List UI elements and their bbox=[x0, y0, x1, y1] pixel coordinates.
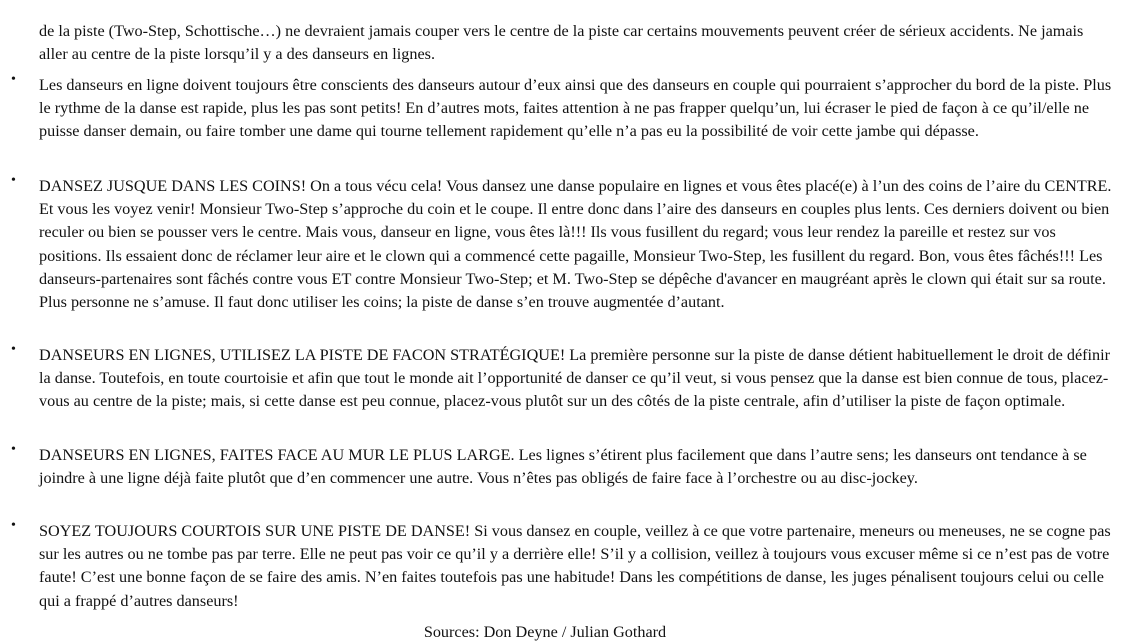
bullet-item-wall: DANSEURS EN LIGNES, FAITES FACE AU MUR LE PLUS LARGE. Les lignes s’étirent plus facilement que dans l’autre sens; les danseurs ont tendance à se joindre à une ligne déjà faite plutôt que d’en commencer une autre. Vous n’êtes pas obligés de faire face à l’orchestre ou au disc-jockey. bbox=[39, 446, 1087, 488]
bullet-marker: • bbox=[11, 518, 16, 533]
continuation-paragraph: de la piste (Two-Step, Schottische…) ne devraient jamais couper vers le centre de la piste car certains mouvements peuvent créer de sérieux accidents. Ne jamais aller au centre de la piste lorsqu’il y a des danseurs en lignes. bbox=[39, 22, 1084, 64]
bullet-marker: • bbox=[11, 173, 16, 188]
bullet-marker: • bbox=[11, 442, 16, 457]
sources-credit: Sources: Don Deyne / Julian Gothard bbox=[423, 623, 667, 641]
bullet-item-strategy: DANSEURS EN LIGNES, UTILISEZ LA PISTE DE FACON STRATÉGIQUE! La première personne sur la piste de danse détient habituellement le droit de définir la danse. Toutefois, en toute courtoisie et afin que tout le monde ait l’opportunité de danser ce qu’il veut, si vous pensez que la danse est bien connue de tous, placez-vous au centre de la piste; mais, si cette danse est peu connue, placez-vous plutôt sur un des côtés de la piste centrale, afin d’utiliser la piste de façon optimale. bbox=[39, 346, 1111, 411]
bullet-item-awareness: Les danseurs en ligne doivent toujours être conscients des danseurs autour d’eux ainsi que des danseurs en couple qui pourraient s’approcher du bord de la piste. Plus le rythme de la danse est rapide, plus les pas sont petits! En d’autres mots, faites attention à ne pas frapper quelqu’un, lui écraser le pied de façon à ce qu’il/elle ne puisse danser demain, ou faire tomber une dame qui tourne tellement rapidement qu’elle n’a pas eu la possibilité de voir cette jambe qui dépasse. bbox=[39, 76, 1112, 141]
bullet-item-courtesy: SOYEZ TOUJOURS COURTOIS SUR UNE PISTE DE DANSE! Si vous dansez en couple, veillez à ce que votre partenaire, meneurs ou meneuses, ne se cogne pas sur les autres ou ne tombe pas par terre. Elle ne peut pas voir ce qu’il y a derrière elle! S’il y a collision, veillez à toujours vous excuser même si ce n’est pas de votre faute! C’est une bonne façon de se faire des amis. N’en faites toutefois pas une habitude! Dans les compétitions de danse, les juges pénalisent toujours celui ou celle qui a frappé d’autres danseurs! bbox=[39, 522, 1111, 610]
bullet-marker: • bbox=[11, 342, 16, 357]
bullet-item-corners: DANSEZ JUSQUE DANS LES COINS! On a tous vécu cela! Vous dansez une danse populaire en lignes et vous êtes placé(e) à l’un des coins de l’aire du CENTRE. Et vous les voyez venir! Monsieur Two-Step s’approche du coin et le coupe. Il entre donc dans l’aire des danseurs en couples plus lents. Ces derniers doivent ou bien reculer ou bien se pousser vers le centre. Mais vous, danseur en ligne, vous êtes là!!! Ils vous fusillent du regard; vous leur rendez la pareille et restez sur vos positions. Ils essaient donc de réclamer leur aire et le clown qui a commencé cette pagaille, Monsieur Two-Step, les fusillent du regard. Bon, vous êtes fâchés!!! Les danseurs-partenaires sont fâchés contre vous ET contre Monsieur Two-Step; et M. Two-Step se dépêche d'avancer en maugréant après le clown qui était sur sa route. Plus personne ne s’amuse. Il faut donc utiliser les coins; la piste de danse s’en trouve augmentée d’autant. bbox=[39, 177, 1112, 312]
bullet-marker: • bbox=[11, 72, 16, 87]
